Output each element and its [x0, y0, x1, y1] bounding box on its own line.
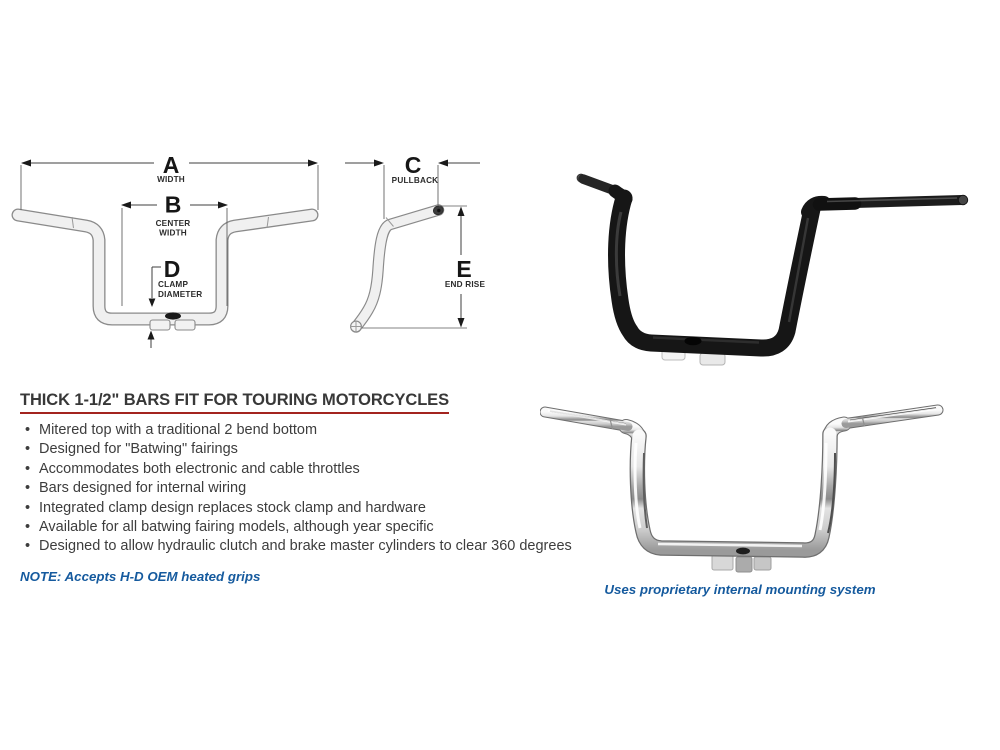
front-clamp-block [175, 320, 195, 330]
feature-item: • Integrated clamp design replaces stock clamp and hardware [20, 499, 640, 518]
side-view-diagram [335, 148, 500, 363]
dim-d-letter: D [163, 256, 181, 282]
feature-item: • Mitered top with a traditional 2 bend bottom [20, 421, 640, 440]
feature-item: • Accommodates both electronic and cable throttles [20, 460, 640, 479]
chrome-bar-body [637, 434, 830, 550]
feature-item: • Designed to allow hydraulic clutch and brake master cylinders to clear 360 degrees [20, 537, 640, 556]
dim-b-letter: B [164, 191, 182, 218]
front-view-diagram [10, 148, 330, 363]
dim-b-label-1: CENTER [155, 219, 191, 228]
chrome-bar-clamp-block [754, 557, 771, 570]
page-title: THICK 1-1/2" BARS FIT FOR TOURING MOTORCYCLES [20, 391, 449, 414]
grips-note: NOTE: Accepts H-D OEM heated grips [20, 569, 261, 584]
dim-a-label: WIDTH [157, 175, 185, 184]
mounting-caption: Uses proprietary internal mounting system [604, 582, 876, 597]
dim-e-label: END RISE [444, 280, 486, 289]
black-bar-clamp-block [700, 353, 725, 365]
feature-item: • Available for all batwing fairing models, although year specific [20, 518, 640, 537]
chrome-bar-clamp-block [736, 557, 752, 572]
chrome-bar-clamp-hole [736, 548, 750, 555]
feature-item: • Bars designed for internal wiring [20, 479, 640, 498]
dim-b-label-2: WIDTH [159, 228, 187, 238]
dim-d-label-1: CLAMP [158, 280, 189, 289]
black-handlebar-photo [565, 150, 1000, 390]
dim-a-letter: A [162, 152, 180, 178]
dim-c-label: PULLBACK [391, 176, 439, 185]
black-bar-clamp-hole [685, 337, 702, 346]
dim-c-letter: C [404, 152, 422, 178]
front-clamp-block [150, 320, 170, 330]
dim-e-letter: E [456, 256, 472, 282]
feature-item: • Designed for "Batwing" fairings [20, 440, 640, 459]
front-clamp-hole [165, 312, 181, 319]
black-bar-body [617, 198, 812, 348]
feature-list [20, 421, 640, 557]
chrome-bar-clamp-block [712, 555, 733, 570]
dim-d-label-2: DIAMETER [158, 290, 203, 299]
